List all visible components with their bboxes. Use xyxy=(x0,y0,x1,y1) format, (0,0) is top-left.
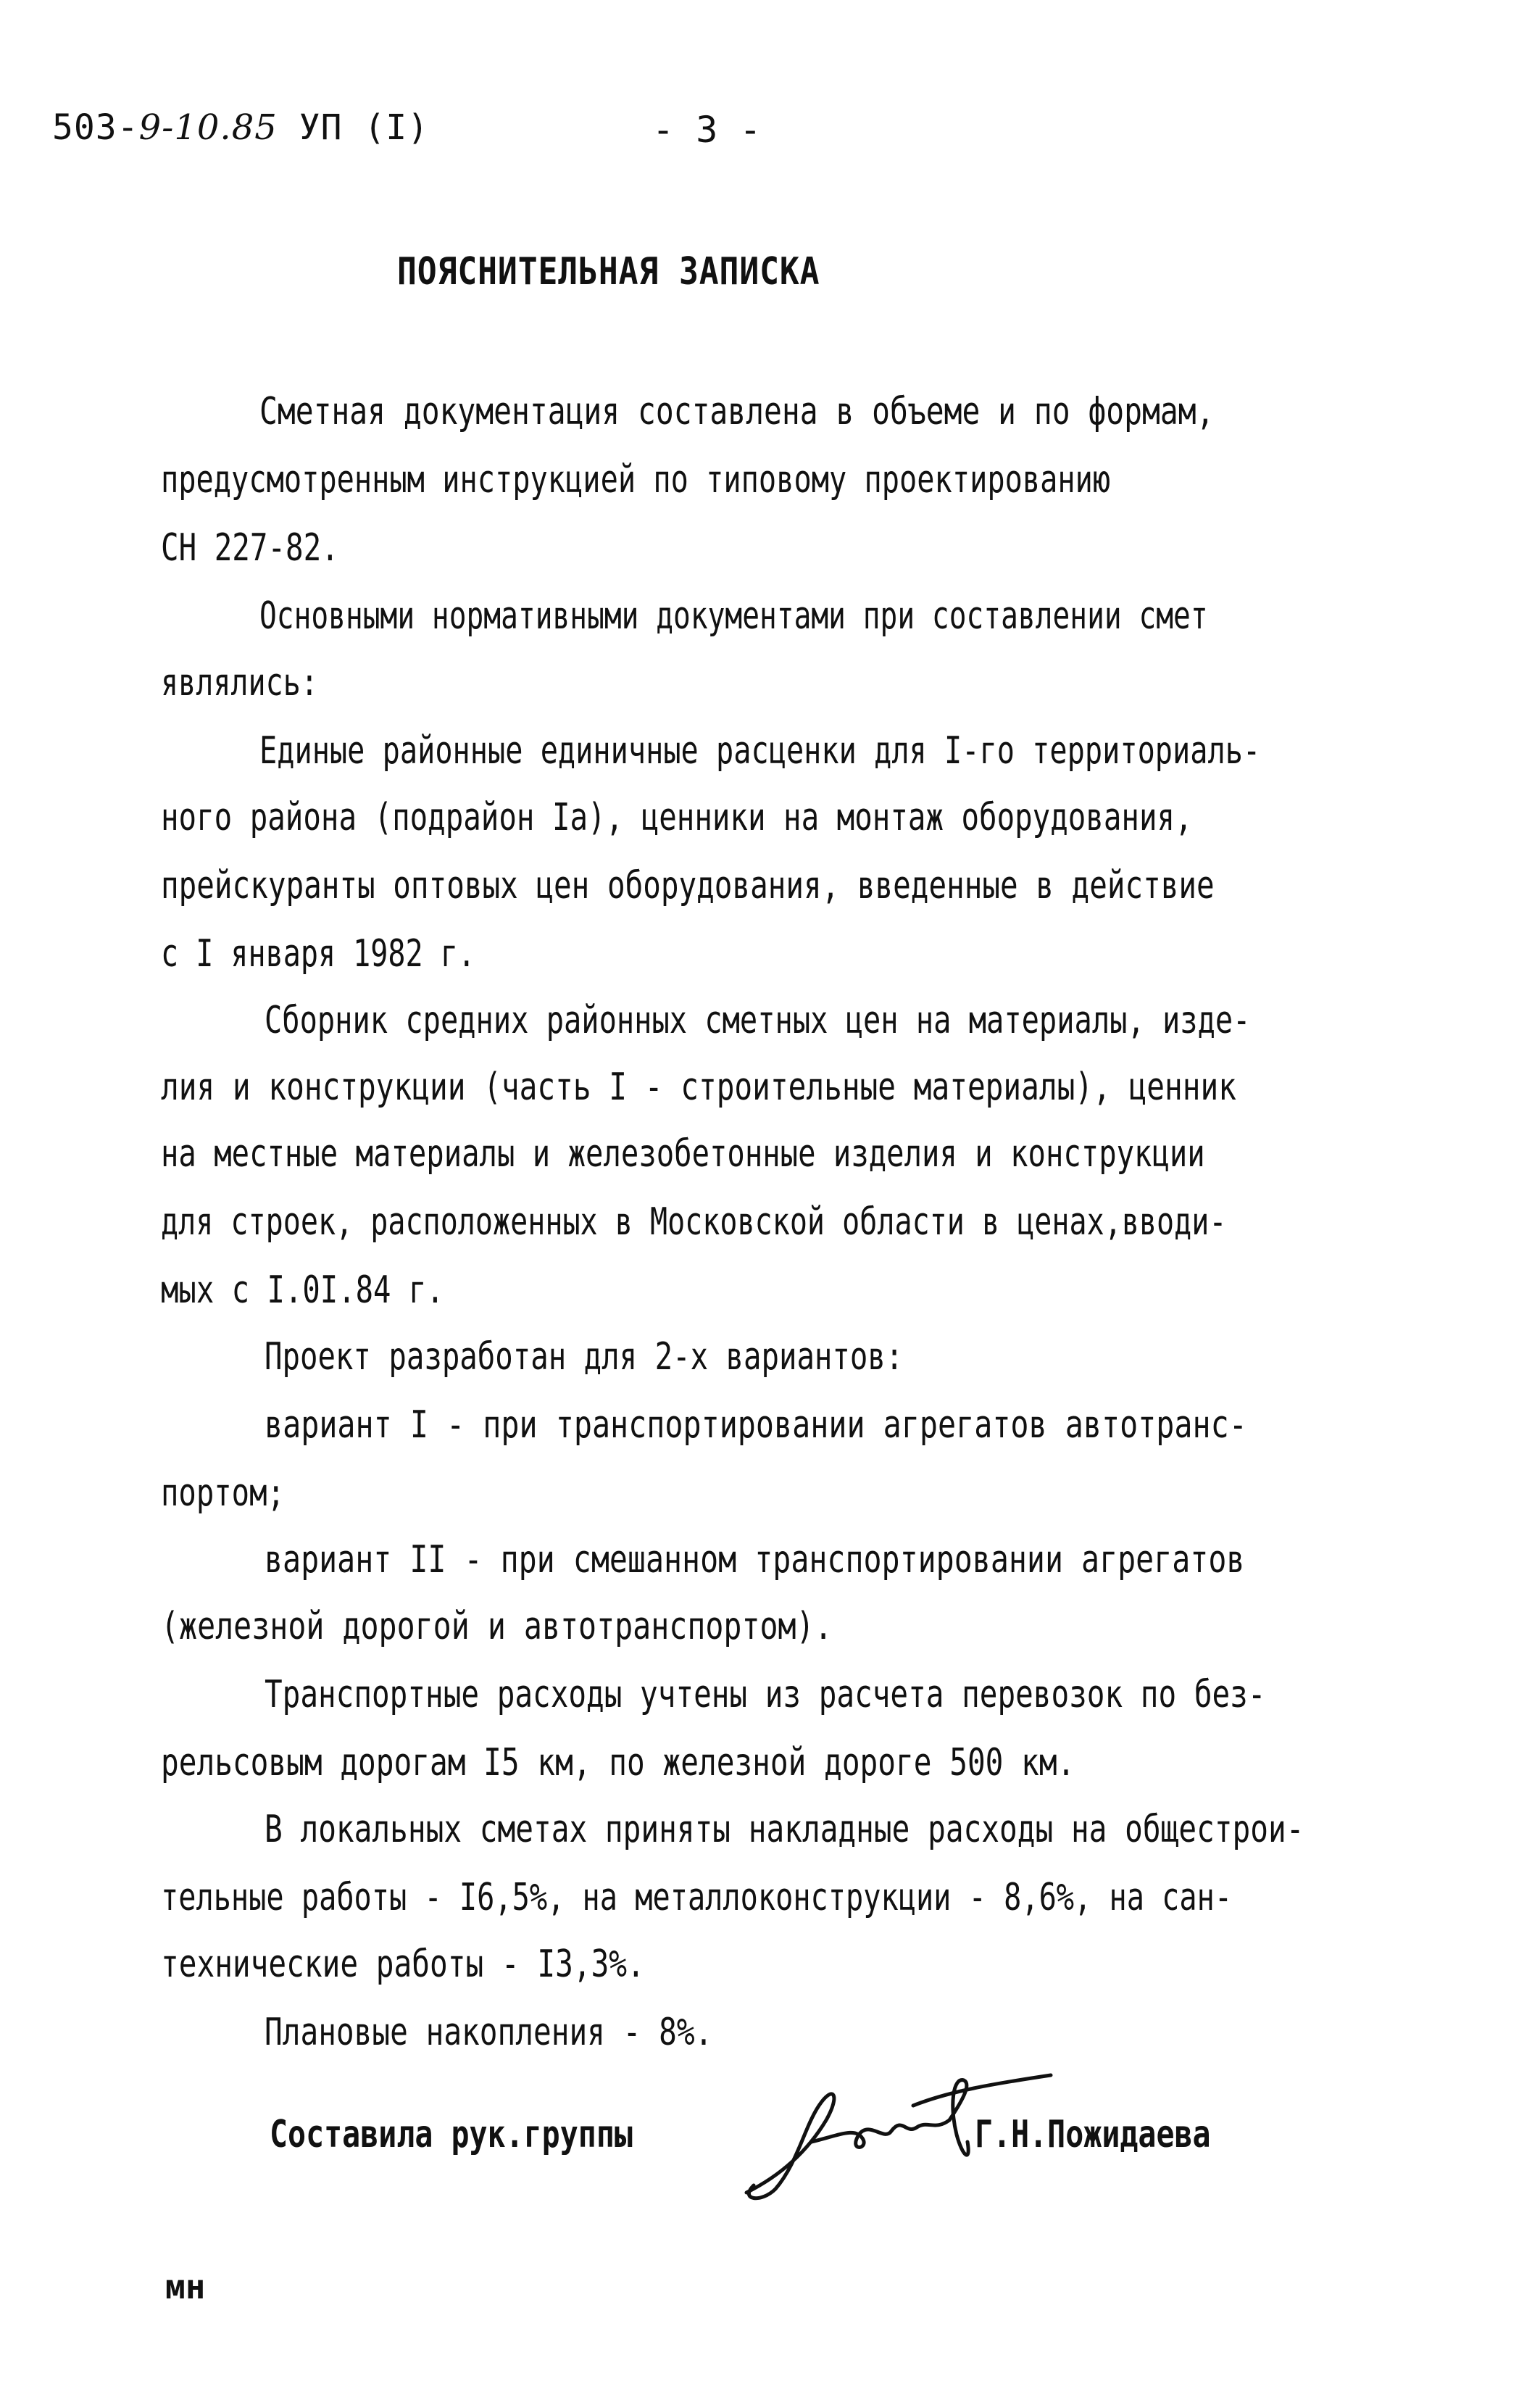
body-line-20: Транспортные расходы учтены из расчета перевозок по без- xyxy=(265,1673,1266,1716)
body-line-21: рельсовым дорогам I5 км, по железной дороге 500 км. xyxy=(161,1741,1075,1785)
body-line-7: ного района (подрайон Iа), ценники на монтаж оборудования, xyxy=(161,796,1193,839)
body-line-8: прейскуранты оптовых цен оборудования, введенные в действие xyxy=(161,864,1215,907)
body-line-1: Сметная документация составлена в объеме и по формам, xyxy=(259,390,1215,433)
body-line-5: являлись: xyxy=(161,661,318,705)
doc-number-suffix: УП (I) xyxy=(277,107,430,148)
body-line-23: тельные работы - I6,5%, на металлоконструкции - 8,6%, на сан- xyxy=(161,1876,1233,1919)
body-line-11: лия и конструкции (часть I - строительные материалы), ценник xyxy=(161,1065,1236,1109)
body-line-3: СН 227-82. xyxy=(161,526,339,570)
body-line-24: технические работы - I3,3%. xyxy=(161,1943,645,1986)
doc-number-prefix: 503- xyxy=(52,107,139,148)
body-line-19: (железной дорогой и автотранспортом). xyxy=(161,1605,833,1648)
page-number: - 3 - xyxy=(652,109,762,151)
signer-name: Г.Н.Пожидаева xyxy=(975,2113,1211,2156)
body-line-17: портом; xyxy=(161,1471,285,1515)
body-line-22: В локальных сметах приняты накладные расходы на общестрои- xyxy=(265,1808,1304,1851)
body-line-18: вариант II - при смешанном транспортировании агрегатов xyxy=(265,1538,1245,1582)
body-line-6: Единые районные единичные расценки для I-го территориаль- xyxy=(259,729,1261,773)
body-line-4: Основными нормативными документами при составлении смет xyxy=(259,594,1208,638)
body-line-2: предусмотренным инструкцией по типовому проектированию xyxy=(161,458,1111,502)
body-line-13: для строек, расположенных в Московской области в ценах,вводи- xyxy=(161,1200,1227,1244)
signature-label: Составила рук.группы xyxy=(270,2113,633,2156)
body-line-14: мых с I.0I.84 г. xyxy=(161,1268,444,1312)
body-line-15: Проект разработан для 2-х вариантов: xyxy=(265,1335,904,1379)
document-number xyxy=(52,107,429,148)
body-line-12: на местные материалы и железобетонные изделия и конструкции xyxy=(161,1132,1205,1176)
document-title: ПОЯСНИТЕЛЬНАЯ ЗАПИСКА xyxy=(397,250,820,294)
typist-initials: мн xyxy=(165,2267,206,2306)
body-line-10: Сборник средних районных сметных цен на материалы, изде- xyxy=(265,999,1251,1042)
body-line-9: с I января 1982 г. xyxy=(161,932,475,976)
doc-number-handwritten: 9-10.85 xyxy=(138,107,278,148)
body-line-25: Плановые накопления - 8%. xyxy=(265,2011,713,2054)
body-line-16: вариант I - при транспортировании агрегатов автотранс- xyxy=(265,1403,1247,1447)
